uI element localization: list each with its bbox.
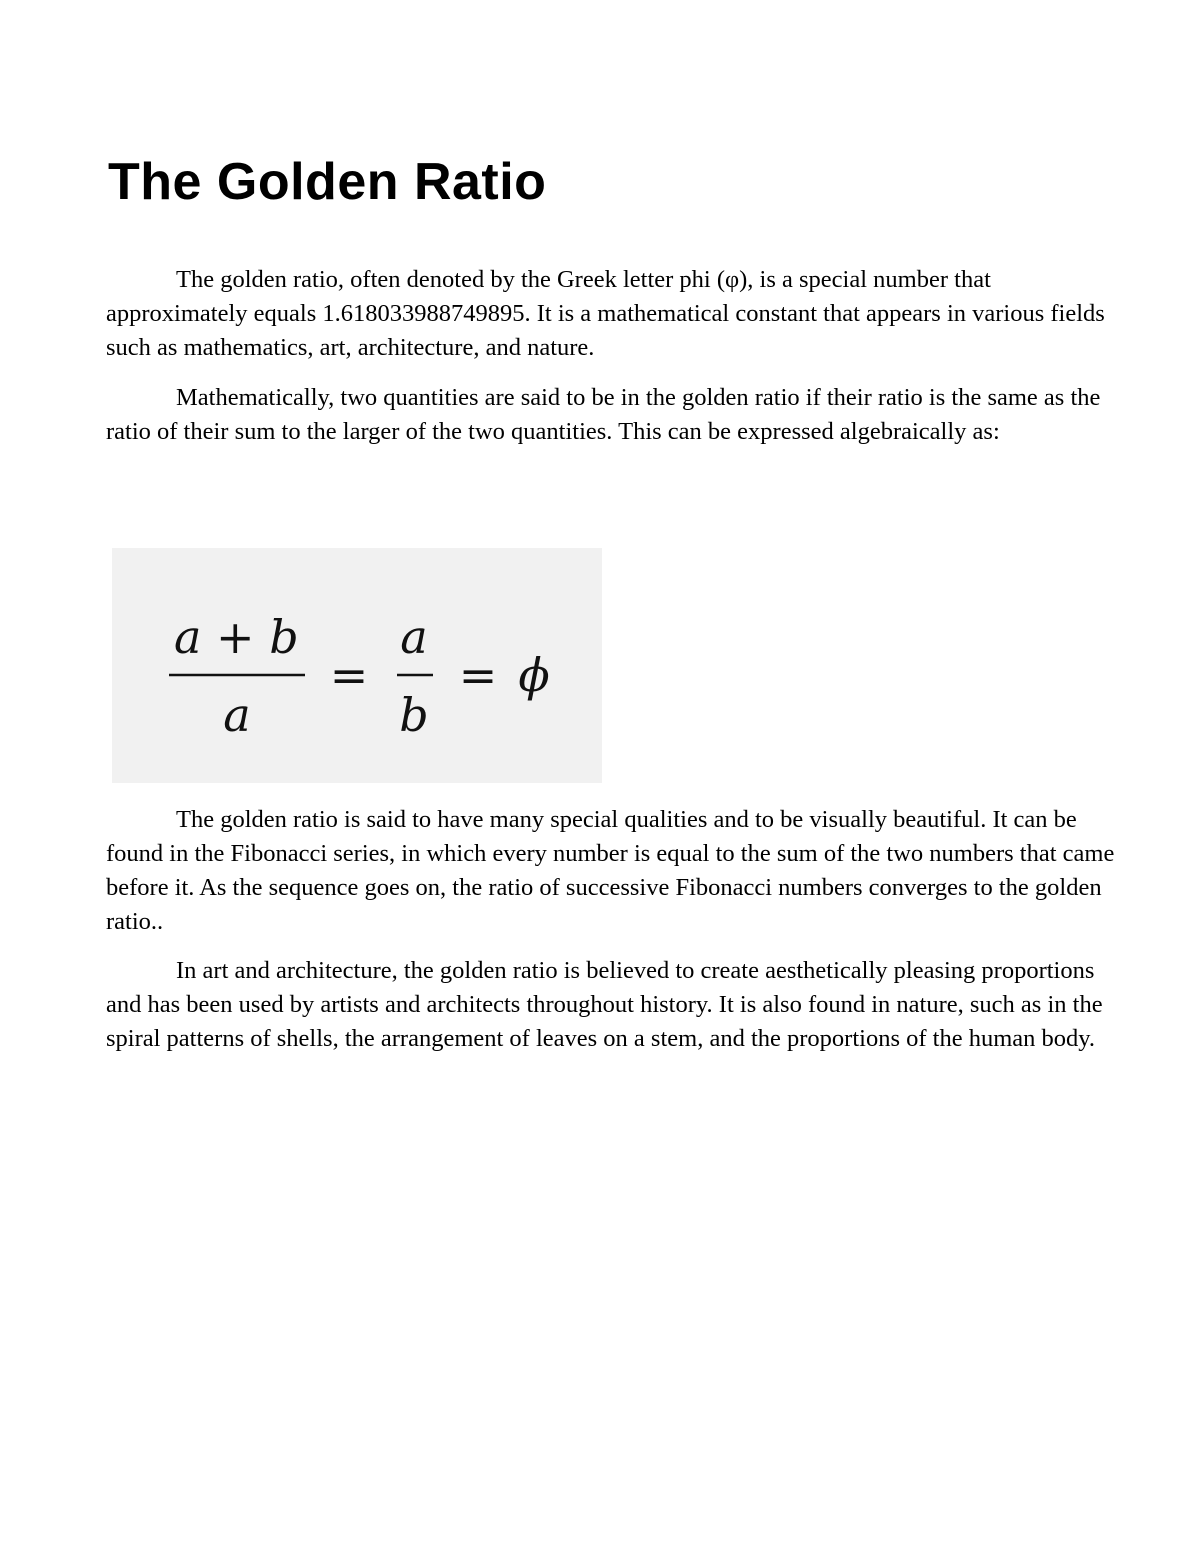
formula-svg [112,548,602,783]
paragraph-definition: Mathematically, two quantities are said to be in the golden ratio if their ratio is the same as the ratio of their sum to the larger of the two quantities. This can be expressed algebraically as: [106,384,1101,445]
formula-equals-1: = [329,648,369,702]
paragraph-intro: The golden ratio, often denoted by the Greek letter phi (φ), is a special number that approximately equals 1.618033988749895. It is a mathematical constant that appears in various fields such as mathematics, art, architecture, and nature. [106,266,1105,361]
paragraph-fibonacci: The golden ratio is said to have many special qualities and to be visually beautiful. It can be found in the Fibonacci series, in which every number is equal to the sum of the two numbers that came before it. As the sequence goes on, the ratio of successive Fibonacci numbers converges to the golden ratio.. [106,806,1115,935]
formula-denominator-a: a [223,688,251,742]
golden-ratio-formula-image [112,548,602,783]
formula-numerator-a: a [400,610,428,664]
paragraph-art-nature: In art and architecture, the golden ratio is believed to create aesthetically pleasing proportions and has been used by artists and architects throughout history. It is also found in nature, such as in the spiral patterns of shells, the arrangement of leaves on a stem, and the proportions of the human body. [106,957,1103,1052]
formula-phi: ϕ [518,648,550,702]
formula-equals-2: = [458,648,498,702]
page-title: The Golden Ratio [108,153,547,211]
formula-denominator-b: b [399,688,429,742]
formula-numerator-a-plus-b: a + b [174,610,299,664]
